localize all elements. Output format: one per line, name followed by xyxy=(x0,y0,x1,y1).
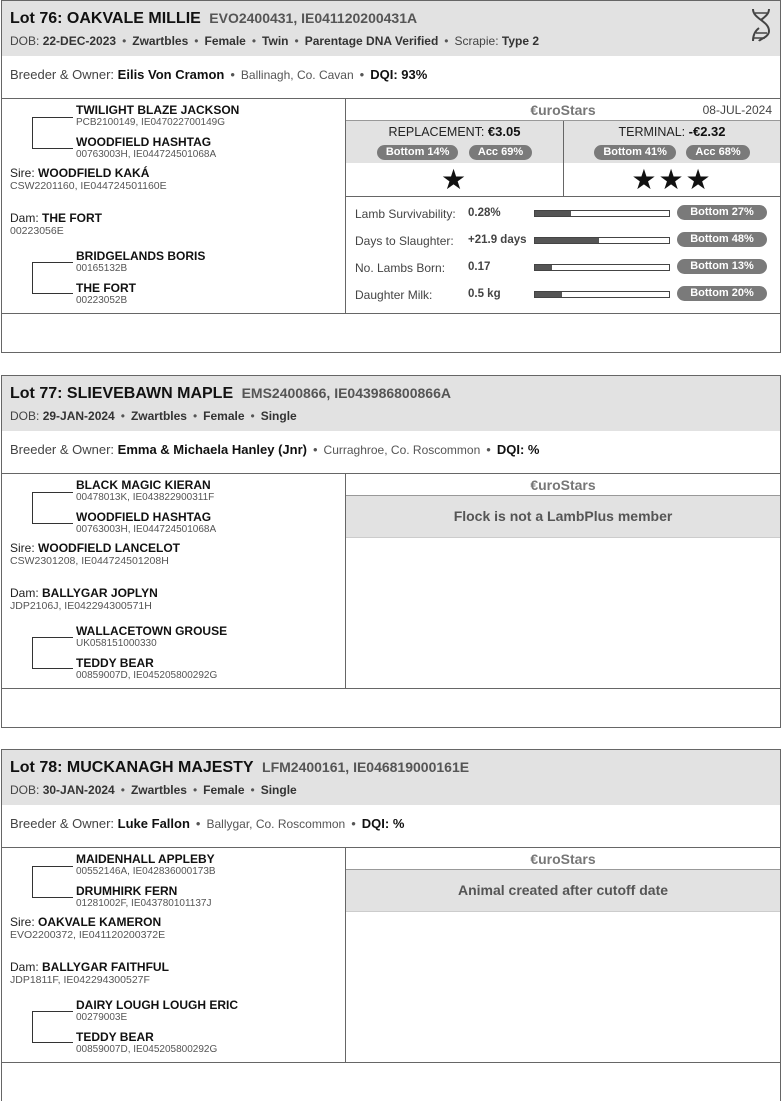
dob-label: DOB: xyxy=(10,409,40,423)
ancestor-name: TEDDY BEAR xyxy=(76,656,154,670)
trait-bar-fill xyxy=(535,292,562,297)
ancestor-name: BLACK MAGIC KIERAN xyxy=(76,478,211,492)
trait-value: +21.9 days xyxy=(468,234,527,246)
dam-label: Dam: xyxy=(10,960,39,974)
sire-label: Sire: xyxy=(10,915,35,929)
lot-ids: LFM2400161, IE046819000161E xyxy=(262,759,470,775)
lot-header xyxy=(2,376,780,431)
terminal-label: TERMINAL: xyxy=(618,125,686,139)
parentage: Parentage DNA Verified xyxy=(304,34,439,48)
ancestor-name: TWILIGHT BLAZE JACKSON xyxy=(76,103,240,117)
eurostars-panel xyxy=(346,99,780,313)
eurostars-panel xyxy=(346,848,780,1062)
dob-value: 29-JAN-2024 xyxy=(42,409,115,423)
lot-details: DOB: 29-JAN-2024 • Zwartbles • Female • Single xyxy=(10,409,297,423)
lot-ids: EVO2400431, IE041120200431A xyxy=(209,10,418,26)
breeder-name: Emma & Michaela Hanley (Jnr) xyxy=(117,442,307,457)
sire-name: WOODFIELD LANCELOT xyxy=(38,541,181,555)
sire-label: Sire: xyxy=(10,541,35,555)
trait-row xyxy=(346,203,780,230)
pedigree-bracket xyxy=(32,492,72,524)
ancestor-name: WOODFIELD HASHTAG xyxy=(76,510,212,524)
breeder-row: Breeder & Owner: Eilis Von Cramon • Ballinagh, Co. Cavan • DQI: 93% xyxy=(2,56,780,99)
trait-name: Lamb Survivability: xyxy=(355,207,456,221)
trait-name: Daughter Milk: xyxy=(355,288,433,302)
dna-helix-icon xyxy=(750,7,772,43)
dam-label: Dam: xyxy=(10,211,39,225)
dam-name: BALLYGAR FAITHFUL xyxy=(42,960,169,974)
dam-sire xyxy=(76,250,205,274)
sire xyxy=(10,166,167,192)
pedigree-bracket xyxy=(32,262,72,294)
trait-row xyxy=(346,284,780,311)
pedigree-bracket xyxy=(32,866,72,898)
sire-label: Sire: xyxy=(10,166,35,180)
terminal-acc-badge: Acc 68% xyxy=(686,145,749,160)
dam-ids: JDP2106J, IE042294300571H xyxy=(10,600,152,612)
eurostars-title: €uroStars xyxy=(530,102,596,118)
trait-row xyxy=(346,257,780,284)
replacement-bottom-badge: Bottom 14% xyxy=(377,145,459,160)
scrapie-value: Type 2 xyxy=(501,34,539,48)
ancestor-ids: PCB2100149, IE047022700149G xyxy=(76,117,226,128)
trait-value: 0.28% xyxy=(468,207,501,219)
eurostars-date: 08-JUL-2024 xyxy=(702,103,772,117)
sire-ids: CSW2301208, IE044724501208H xyxy=(10,555,169,567)
birth-type: Single xyxy=(260,409,297,423)
ancestor-ids: 00478013K, IE043822900311F xyxy=(76,492,215,503)
scrapie-label: Scrapie: xyxy=(454,34,499,48)
sire-sire xyxy=(76,104,239,128)
lot-title: Lot 78: MUCKANAGH MAJESTY xyxy=(10,759,254,776)
lot-main xyxy=(2,848,780,1063)
sire-name: OAKVALE KAMERON xyxy=(38,915,162,929)
trait-value: 0.5 kg xyxy=(468,288,501,300)
breeder-label: Breeder & Owner: xyxy=(10,442,115,457)
breeder-label: Breeder & Owner: xyxy=(10,816,115,831)
lot-details: DOB: 30-JAN-2024 • Zwartbles • Female • Single xyxy=(10,783,297,797)
eurostars-title: €uroStars xyxy=(530,851,596,867)
trait-rank-badge: Bottom 27% xyxy=(677,205,767,220)
lot-main xyxy=(2,99,780,314)
breeder-name: Luke Fallon xyxy=(117,816,190,831)
lot-main xyxy=(2,474,780,689)
dam-dam xyxy=(76,1031,217,1055)
eurostars-panel xyxy=(346,474,780,688)
breed: Zwartbles xyxy=(130,409,187,423)
ancestor-ids: 00552146A, IE042836000173B xyxy=(76,866,216,877)
sire-dam xyxy=(76,136,216,160)
breeder-location: Ballygar, Co. Roscommon xyxy=(206,817,346,831)
sire xyxy=(10,915,165,941)
trait-rank-badge: Bottom 48% xyxy=(677,232,767,247)
ancestor-ids: 00859007D, IE045205800292G xyxy=(76,1044,218,1055)
dob-label: DOB: xyxy=(10,34,40,48)
ancestor-ids: 01281002F, IE043780101137J xyxy=(76,898,212,909)
sire-ids: EVO2200372, IE041120200372E xyxy=(10,929,166,941)
pedigree-bracket xyxy=(32,637,72,669)
lot-header xyxy=(2,1,780,56)
eurostars-header xyxy=(346,99,780,121)
pedigree-bracket xyxy=(32,1011,72,1043)
index-grid xyxy=(346,121,780,197)
dam-name: BALLYGAR JOPLYN xyxy=(42,586,158,600)
dqi-value: DQI: % xyxy=(361,816,405,831)
eurostars-message: Flock is not a LambPlus member xyxy=(346,496,780,538)
sex: Female xyxy=(204,34,246,48)
trait-rank-badge: Bottom 13% xyxy=(677,259,767,274)
dam-dam xyxy=(76,657,217,681)
replacement-index xyxy=(346,121,564,197)
terminal-star-rating: ★★★ xyxy=(631,164,713,195)
lot-footer xyxy=(2,1063,780,1101)
replacement-acc-badge: Acc 69% xyxy=(469,145,532,160)
lot-title: Lot 76: OAKVALE MILLIE xyxy=(10,10,201,27)
lot-details: DOB: 22-DEC-2023 • Zwartbles • Female • Twin • Parentage DNA Verified • Scrapie: Type 2 xyxy=(10,34,539,48)
eurostars-header xyxy=(346,474,780,496)
lot-ids: EMS2400866, IE043986800866A xyxy=(241,385,451,401)
sire-ids: CSW2201160, IE044724501160E xyxy=(10,180,167,192)
sire-dam xyxy=(76,511,216,535)
sex: Female xyxy=(203,409,245,423)
dam-sire xyxy=(76,999,238,1023)
breeder-row: Breeder & Owner: Luke Fallon • Ballygar, Co. Roscommon • DQI: % xyxy=(2,805,780,848)
trait-bar xyxy=(534,264,670,271)
dam-ids: 00223056E xyxy=(10,225,64,237)
lot-header xyxy=(2,750,780,805)
ancestor-name: MAIDENHALL APPLEBY xyxy=(76,852,215,866)
sire-name: WOODFIELD KAKÁ xyxy=(38,166,150,180)
eurostars-title: €uroStars xyxy=(530,477,596,493)
sire-dam xyxy=(76,885,212,909)
lot-card xyxy=(1,749,781,1101)
ancestor-ids: 00223052B xyxy=(76,295,128,306)
trait-bar xyxy=(534,237,670,244)
trait-bar-fill xyxy=(535,238,599,243)
dam xyxy=(10,586,158,612)
trait-rank-badge: Bottom 20% xyxy=(677,286,767,301)
terminal-bottom-badge: Bottom 41% xyxy=(594,145,676,160)
ancestor-name: WALLACETOWN GROUSE xyxy=(76,624,228,638)
breed: Zwartbles xyxy=(130,783,187,797)
breeder-name: Eilis Von Cramon xyxy=(117,67,225,82)
sex: Female xyxy=(203,783,245,797)
dqi-value: DQI: 93% xyxy=(370,67,428,82)
sire-sire xyxy=(76,479,214,503)
ancestor-ids: 00859007D, IE045205800292G xyxy=(76,670,218,681)
birth-type: Twin xyxy=(262,34,289,48)
dam-ids: JDP1811F, IE042294300527F xyxy=(10,974,150,986)
pedigree xyxy=(2,474,346,688)
trait-bar xyxy=(534,210,670,217)
dam-label: Dam: xyxy=(10,586,39,600)
trait-bar-fill xyxy=(535,211,571,216)
trait-name: Days to Slaughter: xyxy=(355,234,454,248)
dam-sire xyxy=(76,625,227,649)
breeder-location: Curraghroe, Co. Roscommon xyxy=(323,443,481,457)
trait-bar xyxy=(534,291,670,298)
pedigree-bracket xyxy=(32,117,72,149)
ancestor-ids: 00165132B xyxy=(76,263,128,274)
trait-value: 0.17 xyxy=(468,261,491,273)
ancestor-name: WOODFIELD HASHTAG xyxy=(76,135,212,149)
dam-dam xyxy=(76,282,136,306)
eurostars-header xyxy=(346,848,780,870)
dob-value: 30-JAN-2024 xyxy=(42,783,115,797)
dam xyxy=(10,960,169,986)
dam xyxy=(10,211,102,237)
trait-row xyxy=(346,230,780,257)
trait-name: No. Lambs Born: xyxy=(355,261,446,275)
sire xyxy=(10,541,180,567)
sire-sire xyxy=(76,853,216,877)
ancestor-ids: 00763003H, IE044724501068A xyxy=(76,149,217,160)
terminal-value: -€2.32 xyxy=(688,124,726,139)
ancestor-ids: UK058151000330 xyxy=(76,638,157,649)
ancestor-name: THE FORT xyxy=(76,281,136,295)
breeder-row: Breeder & Owner: Emma & Michaela Hanley (Jnr) • Curraghroe, Co. Roscommon • DQI: % xyxy=(2,431,780,474)
lot-footer xyxy=(2,689,780,727)
replacement-label: REPLACEMENT: xyxy=(388,125,485,139)
ancestor-name: DAIRY LOUGH LOUGH ERIC xyxy=(76,998,239,1012)
ancestor-ids: 00279003E xyxy=(76,1012,128,1023)
ancestor-ids: 00763003H, IE044724501068A xyxy=(76,524,217,535)
breed: Zwartbles xyxy=(132,34,189,48)
dob-label: DOB: xyxy=(10,783,40,797)
lot-title: Lot 77: SLIEVEBAWN MAPLE xyxy=(10,385,234,402)
lot-card xyxy=(1,375,781,728)
lot-footer xyxy=(2,314,780,352)
terminal-index xyxy=(564,121,780,197)
dam-name: THE FORT xyxy=(42,211,103,225)
breeder-label: Breeder & Owner: xyxy=(10,67,115,82)
replacement-star-rating: ★ xyxy=(440,164,469,195)
ancestor-name: BRIDGELANDS BORIS xyxy=(76,249,206,263)
trait-bar-fill xyxy=(535,265,552,270)
lot-card xyxy=(1,0,781,353)
breeder-location: Ballinagh, Co. Cavan xyxy=(240,68,354,82)
ancestor-name: TEDDY BEAR xyxy=(76,1030,154,1044)
dob-value: 22-DEC-2023 xyxy=(42,34,117,48)
replacement-value: €3.05 xyxy=(487,124,521,139)
pedigree xyxy=(2,99,346,313)
eurostars-message: Animal created after cutoff date xyxy=(346,870,780,912)
dqi-value: DQI: % xyxy=(496,442,540,457)
pedigree xyxy=(2,848,346,1062)
ancestor-name: DRUMHIRK FERN xyxy=(76,884,178,898)
birth-type: Single xyxy=(260,783,297,797)
